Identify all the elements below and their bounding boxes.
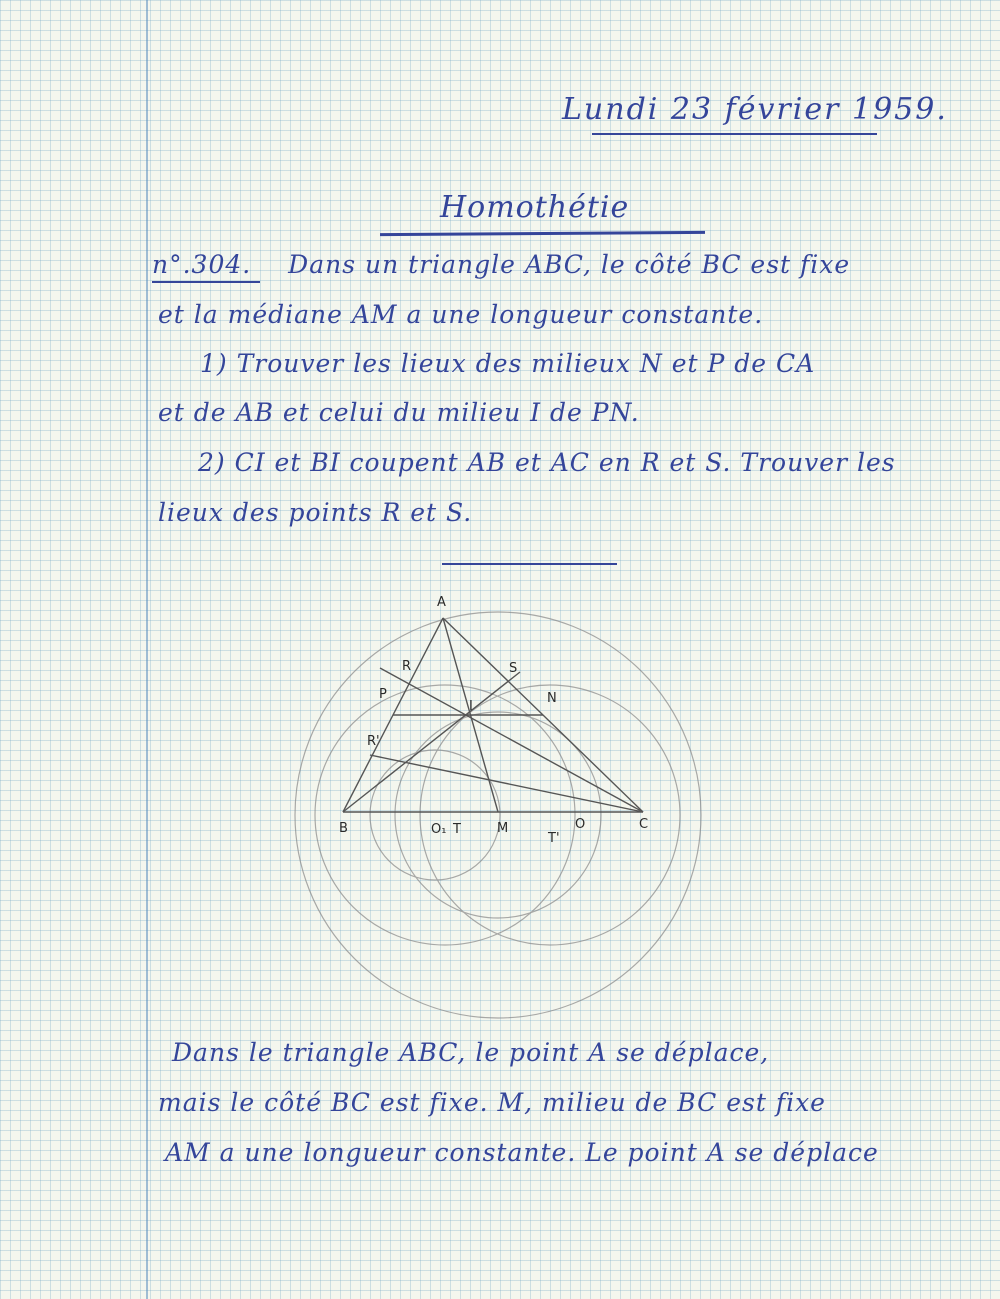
label-C: C [639,817,649,832]
solution-line-3: AM a une longueur constante. Le point A se déplace [165,1138,879,1167]
problem-line-1 [152,250,850,279]
label-R: R [402,659,412,674]
label-I: I [469,699,473,714]
label-B: B [339,821,348,836]
label-S: S [509,661,518,676]
problem-line-6: lieux des points R et S. [158,498,473,527]
label-R-prime: R' [367,734,380,749]
locus-circle-middle [395,712,601,918]
title-underline [380,231,705,236]
margin-line [146,0,148,1299]
solution-line-1: Dans le triangle ABC, le point A se déplace, [172,1038,770,1067]
locus-circle-large [295,612,701,1018]
problem-line-2: et la médiane AM a une longueur constante. [158,300,764,329]
line-CR-prime [370,755,643,812]
label-T-prime: T' [548,831,560,846]
label-M: M [497,821,509,836]
locus-circle-small [370,750,500,880]
locus-circles [295,612,701,1018]
problem-line-4: et de AB et celui du milieu I de PN. [158,398,640,427]
triangle-construction [343,618,643,812]
separator-line [442,563,617,565]
label-P: P [379,687,387,702]
page-date: Lundi 23 février 1959. [562,92,948,127]
problem-line-3: 1) Trouver les lieux des milieux N et P de CA [200,349,816,378]
problem-number-underline [152,281,260,283]
date-underline [592,133,877,135]
locus-circle-left [315,685,575,945]
label-O1: O₁ [431,822,447,837]
label-N: N [547,691,557,706]
label-T: T [453,822,461,837]
label-O: O [575,817,586,832]
geometry-figure [285,580,715,1020]
problem-number: n°.304. [152,250,252,279]
line-CR [380,668,643,812]
problem-text: Dans un triangle ABC, le côté BC est fixe [288,250,851,279]
solution-line-2: mais le côté BC est fixe. M, milieu de BC est fixe [158,1088,826,1117]
page-title: Homothétie [440,190,630,225]
problem-line-5: 2) CI et BI coupent AB et AC en R et S. Trouver les [198,448,896,477]
label-A: A [437,595,446,610]
locus-circle-right [420,685,680,945]
